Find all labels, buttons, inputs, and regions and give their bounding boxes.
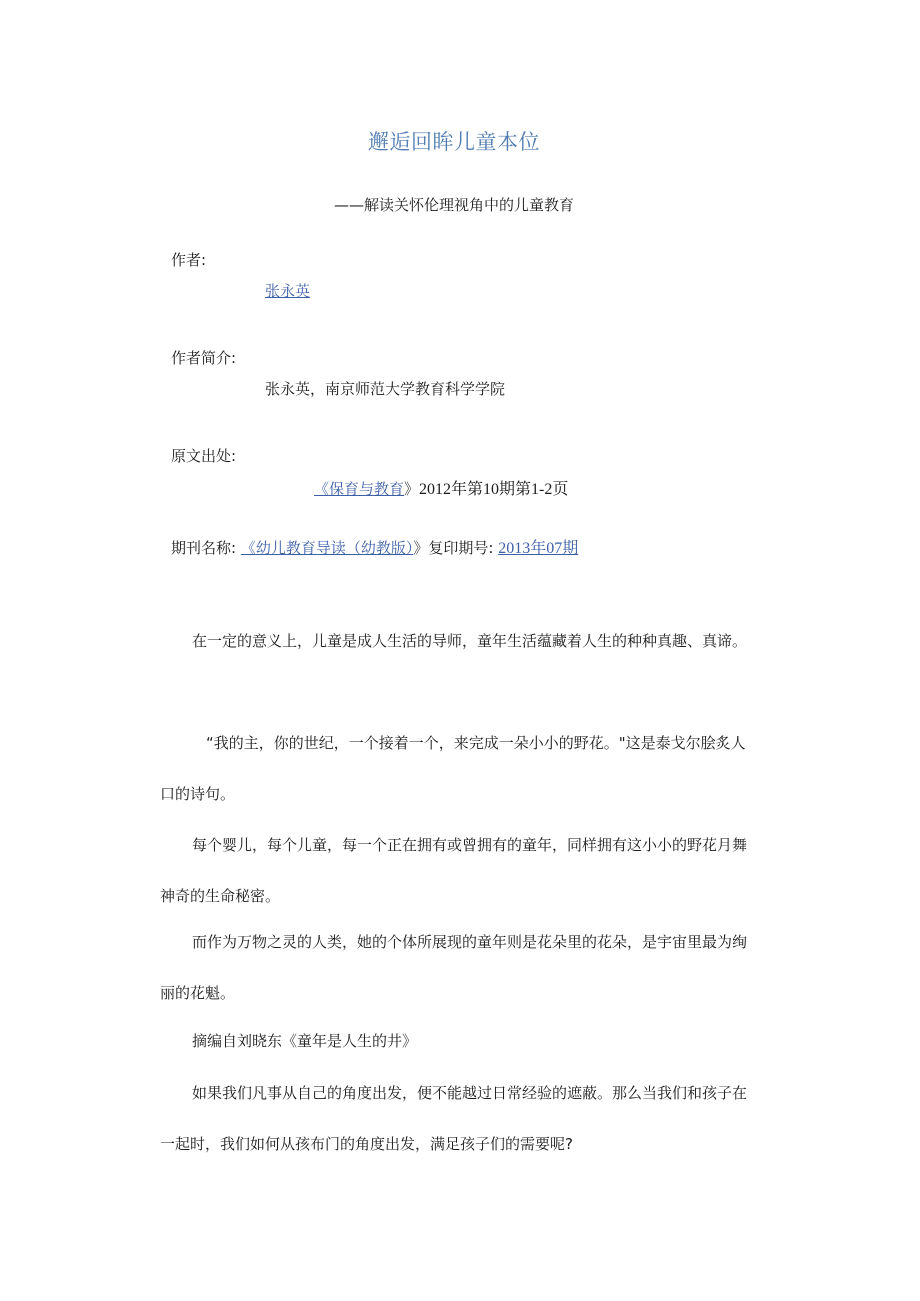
source-detail: 2012年第10期第1-2页 — [419, 481, 569, 498]
source-bracket-close: 》 — [404, 480, 420, 498]
body-paragraph-1: 在一定的意义上，儿童是成人生活的导师，童年生活蕴藏着人生的种种真趣、真谛。 — [192, 632, 748, 650]
article-title: 邂逅回眸儿童本位 — [368, 130, 540, 154]
source-line — [314, 476, 568, 499]
bio-text: 张永英，南京师范大学教育科学学院 — [265, 380, 506, 398]
source-label: 原文出处: — [171, 447, 237, 465]
author-name-wrap — [265, 280, 310, 301]
body-paragraph-3: 每个婴儿，每个儿童，每一个正在拥有或曾拥有的童年，同样拥有这小小的野花月舞神奇的生命秘密。 — [160, 836, 748, 905]
periodical-line — [171, 535, 578, 558]
source-journal-link[interactable]: 《保育与教育 — [314, 480, 405, 498]
reprint-issue-link[interactable]: 2013年07期 — [498, 540, 579, 557]
body-paragraph-6: 如果我们凡事从自己的角度出发，便不能越过日常经验的遮蔽。那么当我们和孩子在一起时，我们如何从孩布门的角度出发，满足孩子们的需要呢? — [160, 1084, 748, 1153]
body-paragraph-4: 而作为万物之灵的人类，她的个体所展现的童年则是花朵里的花朵，是宇宙里最为绚丽的花魁。 — [160, 933, 748, 1002]
body-paragraph-5: 摘编自刘晓东《童年是人生的井》 — [192, 1032, 418, 1050]
periodical-label: 期刊名称: — [171, 539, 237, 557]
periodical-name-link[interactable]: 《幼儿教育导读（幼教版） — [240, 539, 414, 557]
body-paragraph-2: “我的主，你的世纪，一个接着一个，来完成一朵小小的野花。"这是泰戈尔脍炙人口的诗句。 — [160, 734, 746, 803]
periodical-bracket-close: 》 — [413, 539, 429, 557]
bio-label: 作者简介: — [171, 349, 237, 367]
article-subtitle: ——解读关怀伦理视角中的儿童教育 — [333, 196, 574, 214]
author-name-link[interactable]: 张永英 — [265, 282, 311, 300]
author-label: 作者: — [171, 251, 207, 269]
reprint-label: 复印期号: — [428, 539, 494, 557]
